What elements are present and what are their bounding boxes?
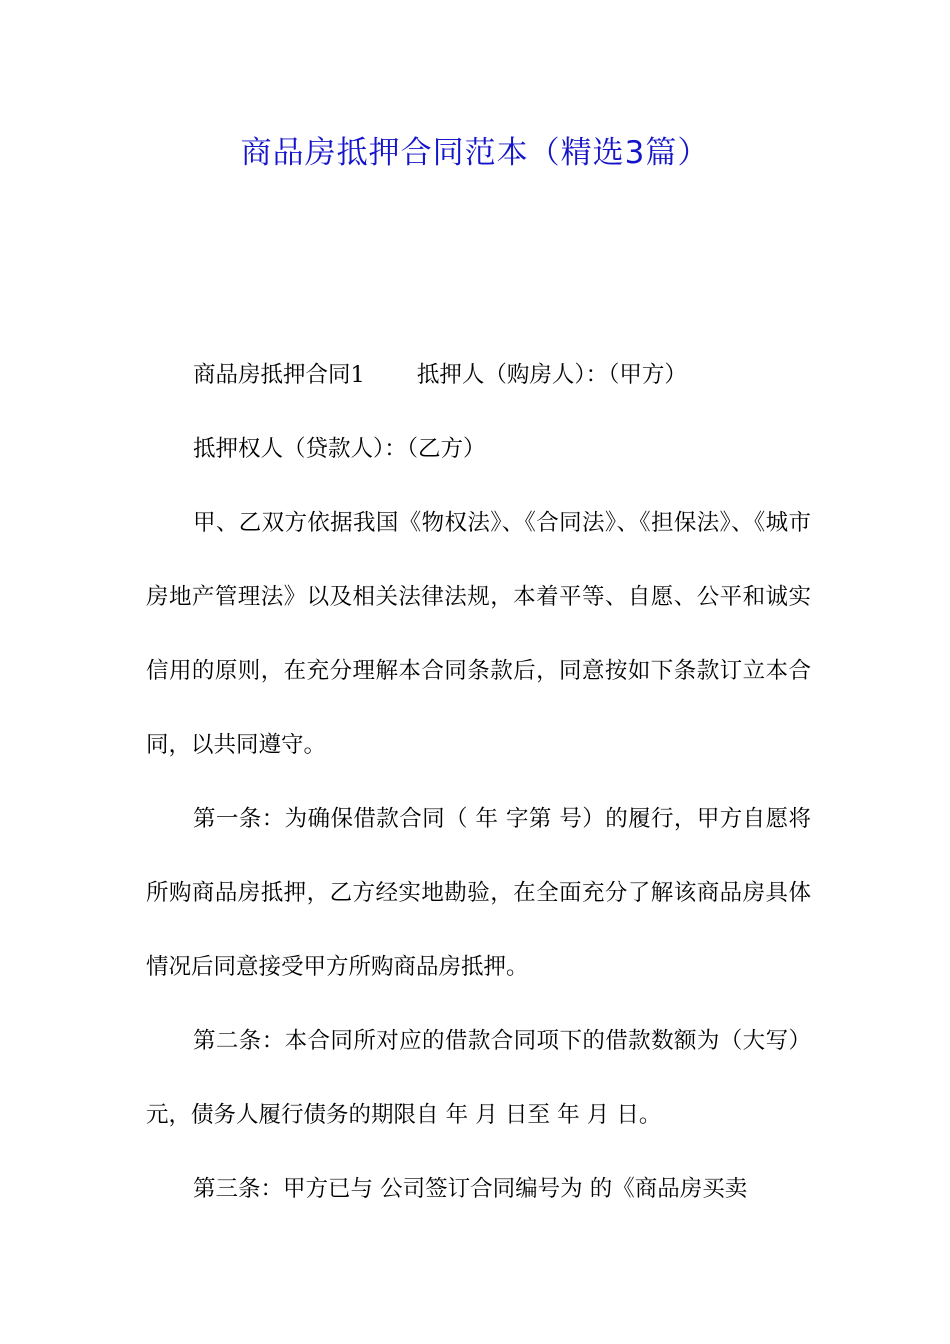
paragraph-preamble: 甲、乙双方依据我国《物权法》、《合同法》、《担保法》、《城市房地产管理法》以及相关法律法规，本着平等、自愿、公平和诚实信用的原则，在充分理解本合同条款后，同意按如下条款订立本合同，以共同遵守。 xyxy=(146,510,811,758)
paragraph-mortgagee: 抵押权人（贷款人）：（乙方） xyxy=(193,436,486,462)
paragraph-article-3: 第三条：甲方已与 公司签订合同编号为 的《商品房买卖 xyxy=(193,1176,748,1202)
mortgagor-line: 抵押人（购房人）：（甲方） xyxy=(416,362,687,388)
document-title: 商品房抵押合同范本（精选3篇） xyxy=(240,135,710,171)
paragraph-article-1: 第一条：为确保借款合同（ 年 字第 号）的履行，甲方自愿将所购商品房抵押，乙方经实地勘验，在全面充分了解该商品房具体情况后同意接受甲方所购商品房抵押。 xyxy=(146,806,811,980)
document-body xyxy=(146,338,811,1226)
contract-name: 商品房抵押合同1 xyxy=(193,362,365,388)
heading-line xyxy=(146,338,811,412)
paragraph-article-2: 第二条：本合同所对应的借款合同项下的借款数额为（大写） 元，债务人履行债务的期限自 年 月 日至 年 月 日。 xyxy=(146,1028,811,1128)
